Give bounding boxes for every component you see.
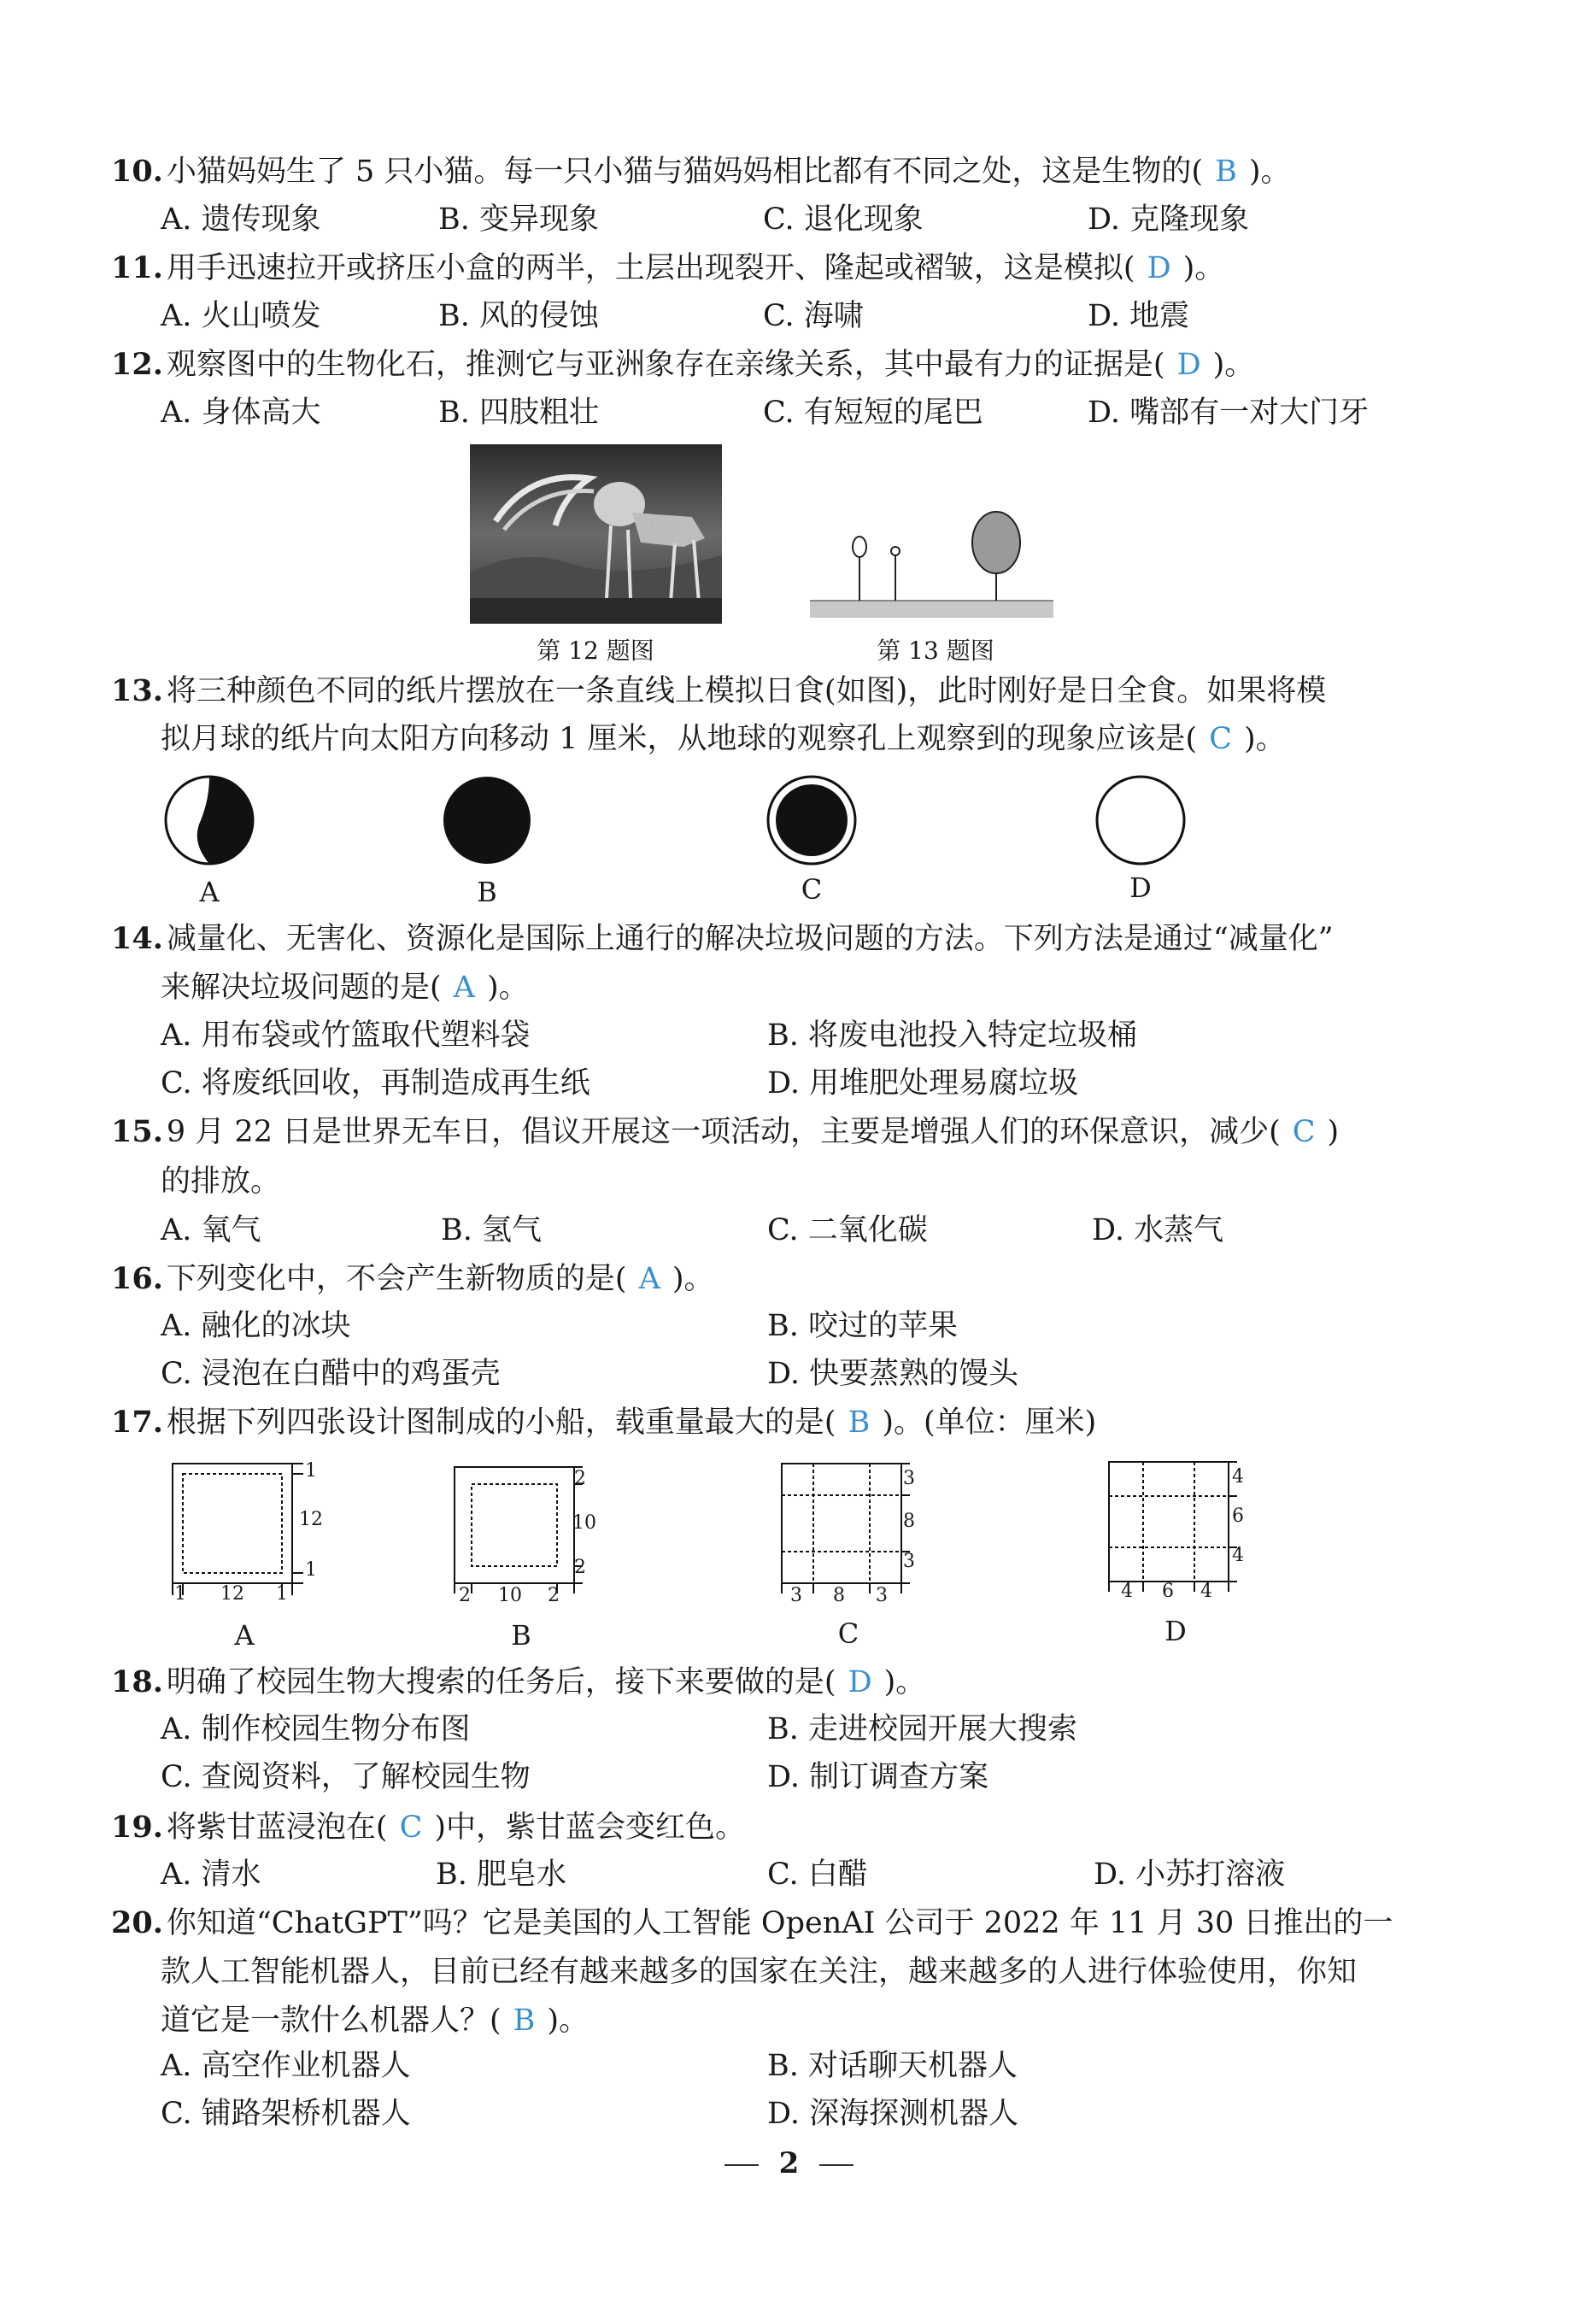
option-c: C. 查阅资料，了解校园生物 [161, 1760, 531, 1794]
option-a: A. 制作校园生物分布图 [161, 1712, 471, 1746]
options-20-row1 [161, 2042, 1442, 2090]
question-text: 道它是一款什么机器人？( [161, 2004, 502, 2038]
question-text-end: )。 [883, 1665, 926, 1699]
option-b: B. 变异现象 [438, 202, 599, 237]
question-12 [111, 340, 1444, 390]
option-b: B. 咬过的苹果 [767, 1309, 958, 1343]
question-text: 将紫甘蓝浸泡在( [166, 1810, 388, 1845]
dim-c-side-mid: 8 [903, 1511, 915, 1532]
question-number: 14. [111, 921, 163, 956]
dim-b-side-top: 2 [574, 1468, 586, 1489]
options-19 [161, 1851, 1442, 1899]
option-a: A. 氧气 [161, 1213, 261, 1247]
question-text: 将三种颜色不同的纸片摆放在一条直线上模拟日食(如图)，此时刚好是日全食。如果将模 [166, 674, 1327, 708]
question-17 [111, 1398, 1444, 1447]
option-d: D. 地震 [1088, 299, 1190, 333]
question-text-end: )。 [1248, 155, 1291, 189]
question-11 [111, 244, 1444, 293]
answer-mark: B [1215, 155, 1237, 189]
boat-label-d: D [1164, 1615, 1187, 1647]
question-number: 11. [111, 250, 163, 285]
mammoth-fossil-photo [470, 444, 722, 624]
question-number: 17. [111, 1405, 163, 1440]
answer-mark: D [1176, 348, 1201, 382]
option-d: D. 嘴部有一对大门牙 [1088, 396, 1370, 430]
dim-d-side-top: 4 [1232, 1466, 1244, 1488]
eclipse-model-diagram [810, 508, 1053, 624]
question-text: 9 月 22 日是世界无车日，倡议开展这一项活动，主要是增强人们的环保意识，减少( [166, 1115, 1281, 1149]
option-a: A. 火山喷发 [161, 299, 321, 333]
options-16-row2 [161, 1350, 1442, 1398]
question-13-line2 [161, 714, 1493, 764]
question-text-end: )。 [486, 971, 529, 1005]
footer-rule-right [819, 2164, 854, 2166]
option-b: B. 对话聊天机器人 [767, 2049, 1018, 2083]
eclipse-options [158, 773, 1200, 867]
option-c: C. 浸泡在白醋中的鸡蛋壳 [161, 1357, 501, 1391]
question-text-end: )。 [1182, 251, 1225, 285]
question-text: 拟月球的纸片向太阳方向移动 1 厘米，从地球的观察孔上观察到的现象应该是( [161, 722, 1198, 756]
options-14-row1 [161, 1012, 1442, 1059]
question-text-end: )。 [547, 2004, 590, 2038]
page-footer [0, 2146, 1578, 2180]
question-20 [111, 1899, 1444, 1948]
figure-caption-13: 第 13 题图 [877, 637, 994, 665]
option-a: A. 高空作业机器人 [161, 2049, 411, 2083]
eclipse-label-d: D [1129, 872, 1152, 904]
question-18 [111, 1658, 1444, 1707]
dim-a-side-mid: 12 [299, 1509, 323, 1530]
question-20-line3 [161, 1996, 1493, 2045]
option-b: B. 四肢粗壮 [438, 396, 599, 430]
option-c: C. 白醋 [767, 1857, 868, 1892]
answer-mark: A [638, 1262, 660, 1296]
options-10 [161, 196, 1442, 244]
answer-mark: D [848, 1665, 872, 1699]
options-15 [161, 1206, 1442, 1254]
question-text: 小猫妈妈生了 5 只小猫。每一只小猫与猫妈妈相比都有不同之处，这是生物的( [166, 155, 1204, 189]
option-d: D. 小苏打溶液 [1094, 1857, 1286, 1892]
option-c: C. 有短短的尾巴 [763, 396, 983, 430]
question-number: 20. [111, 1905, 163, 1940]
question-text-end: )中，紫甘蓝会变红色。 [434, 1810, 745, 1845]
answer-mark: D [1147, 251, 1171, 285]
dim-a-bottom-mid: 12 [220, 1583, 244, 1605]
question-19 [111, 1803, 1444, 1852]
option-c: C. 退化现象 [763, 202, 924, 237]
footer-rule-left [724, 2164, 759, 2166]
answer-mark: B [848, 1406, 871, 1440]
options-20-row2 [161, 2090, 1442, 2138]
options-11 [161, 292, 1442, 340]
options-18-row2 [161, 1753, 1442, 1801]
dim-a-side-top: 1 [305, 1460, 317, 1482]
option-d: D. 快要蒸熟的馒头 [767, 1357, 1019, 1391]
options-12 [161, 389, 1442, 437]
question-number: 15. [111, 1114, 163, 1149]
dim-c-side-bot: 3 [903, 1551, 915, 1572]
question-15-line2 [161, 1157, 1493, 1206]
option-c: C. 二氧化碳 [767, 1213, 928, 1247]
dim-a-bottom-left: 1 [174, 1583, 186, 1605]
figure-caption-12: 第 12 题图 [537, 637, 654, 665]
option-c: C. 铺路架桥机器人 [161, 2097, 411, 2131]
eclipse-option-d-icon [1097, 777, 1184, 864]
dim-c-side-top: 3 [903, 1468, 915, 1489]
boat-label-a: A [234, 1619, 255, 1652]
answer-mark: B [513, 2004, 536, 2038]
question-15 [111, 1107, 1444, 1157]
question-10 [111, 147, 1444, 197]
option-d: D. 制订调查方案 [767, 1760, 989, 1794]
eclipse-option-c-icon [768, 777, 855, 864]
options-18-row1 [161, 1705, 1442, 1753]
question-number: 18. [111, 1664, 163, 1699]
answer-mark: C [1209, 722, 1232, 756]
question-text: 明确了校园生物大搜索的任务后，接下来要做的是( [166, 1665, 836, 1699]
question-number: 10. [111, 154, 163, 189]
option-b: B. 氢气 [441, 1213, 542, 1247]
dim-d-bottom-left: 4 [1121, 1581, 1133, 1602]
answer-mark: A [453, 971, 475, 1005]
question-text: 下列变化中，不会产生新物质的是( [166, 1262, 627, 1296]
question-text: 观察图中的生物化石，推测它与亚洲象存在亲缘关系，其中最有力的证据是( [166, 348, 1165, 382]
dim-b-side-mid: 10 [572, 1512, 596, 1534]
option-d: D. 克隆现象 [1088, 202, 1250, 237]
dim-c-bottom-mid: 8 [833, 1585, 845, 1606]
question-20-line2 [161, 1947, 1493, 1997]
options-14-row2 [161, 1059, 1442, 1107]
dim-b-bottom-left: 2 [459, 1585, 471, 1606]
question-text-end: ) [1327, 1115, 1340, 1149]
dim-d-bottom-mid: 6 [1162, 1581, 1174, 1602]
question-number: 16. [111, 1261, 163, 1296]
eclipse-option-a-icon [166, 777, 253, 864]
answer-mark: C [399, 1810, 423, 1845]
option-d: D. 水蒸气 [1092, 1213, 1224, 1247]
question-text-end: )。(单位：厘米) [882, 1406, 1097, 1440]
option-a: A. 身体高大 [161, 396, 321, 430]
question-text: 你知道“ChatGPT”吗？它是美国的人工智能 OpenAI 公司于 2022 年 11 月 30 日推出的一 [166, 1906, 1393, 1940]
option-a: A. 融化的冰块 [161, 1309, 351, 1343]
question-text: 减量化、无害化、资源化是国际上通行的解决垃圾问题的方法。下列方法是通过“减量化” [166, 922, 1334, 956]
question-number: 13. [111, 673, 163, 708]
question-13 [111, 666, 1444, 716]
question-text-end: )。 [1243, 722, 1286, 756]
option-b: B. 风的侵蚀 [438, 299, 599, 333]
eclipse-label-c: C [801, 873, 823, 906]
dim-d-bottom-right: 4 [1200, 1581, 1212, 1602]
page-number: 2 [778, 2146, 800, 2180]
answer-mark: C [1292, 1115, 1316, 1149]
question-14-line2 [161, 963, 1493, 1012]
option-d: D. 深海探测机器人 [767, 2097, 1019, 2131]
option-b: B. 将废电池投入特定垃圾桶 [767, 1018, 1137, 1053]
option-c: C. 将废纸回收，再制造成再生纸 [161, 1066, 590, 1100]
question-text: 根据下列四张设计图制成的小船，载重量最大的是( [166, 1406, 836, 1440]
question-14 [111, 914, 1444, 964]
question-text: 来解决垃圾问题的是( [161, 971, 442, 1005]
option-d: D. 用堆肥处理易腐垃圾 [767, 1066, 1079, 1100]
eclipse-label-b: B [477, 876, 497, 908]
dim-b-bottom-right: 2 [548, 1585, 560, 1606]
option-b: B. 肥皂水 [436, 1857, 566, 1892]
option-a: A. 遗传现象 [161, 202, 321, 237]
boat-label-c: C [837, 1617, 859, 1650]
question-text-end: )。 [672, 1262, 714, 1296]
eclipse-option-b-icon [443, 777, 531, 864]
option-b: B. 走进校园开展大搜索 [767, 1712, 1077, 1746]
dim-a-side-bot: 1 [305, 1559, 317, 1581]
option-c: C. 海啸 [763, 299, 864, 333]
question-text-end: )。 [1212, 348, 1255, 382]
dim-d-side-mid: 6 [1232, 1505, 1244, 1527]
question-number: 19. [111, 1810, 163, 1845]
option-a: A. 用布袋或竹篮取代塑料袋 [161, 1018, 531, 1053]
question-number: 12. [111, 347, 163, 382]
dim-d-side-bot: 4 [1232, 1545, 1244, 1566]
option-a: A. 清水 [161, 1857, 261, 1892]
boat-designs [162, 1457, 1273, 1611]
dim-a-bottom-right: 1 [276, 1583, 288, 1605]
boat-label-b: B [511, 1619, 531, 1652]
dim-b-side-bot: 2 [574, 1557, 586, 1578]
question-text: 款人工智能机器人，目前已经有越来越多的国家在关注，越来越多的人进行体验使用，你知 [161, 1955, 1358, 1989]
question-text: 的排放。 [161, 1165, 281, 1199]
dim-c-bottom-right: 3 [876, 1585, 888, 1606]
options-16-row1 [161, 1302, 1442, 1350]
dim-c-bottom-left: 3 [790, 1585, 802, 1606]
eclipse-label-a: A [199, 876, 220, 908]
question-text: 用手迅速拉开或挤压小盒的两半，土层出现裂开、隆起或褶皱，这是模拟( [166, 251, 1135, 285]
dim-b-bottom-mid: 10 [498, 1585, 522, 1606]
question-16 [111, 1254, 1444, 1304]
